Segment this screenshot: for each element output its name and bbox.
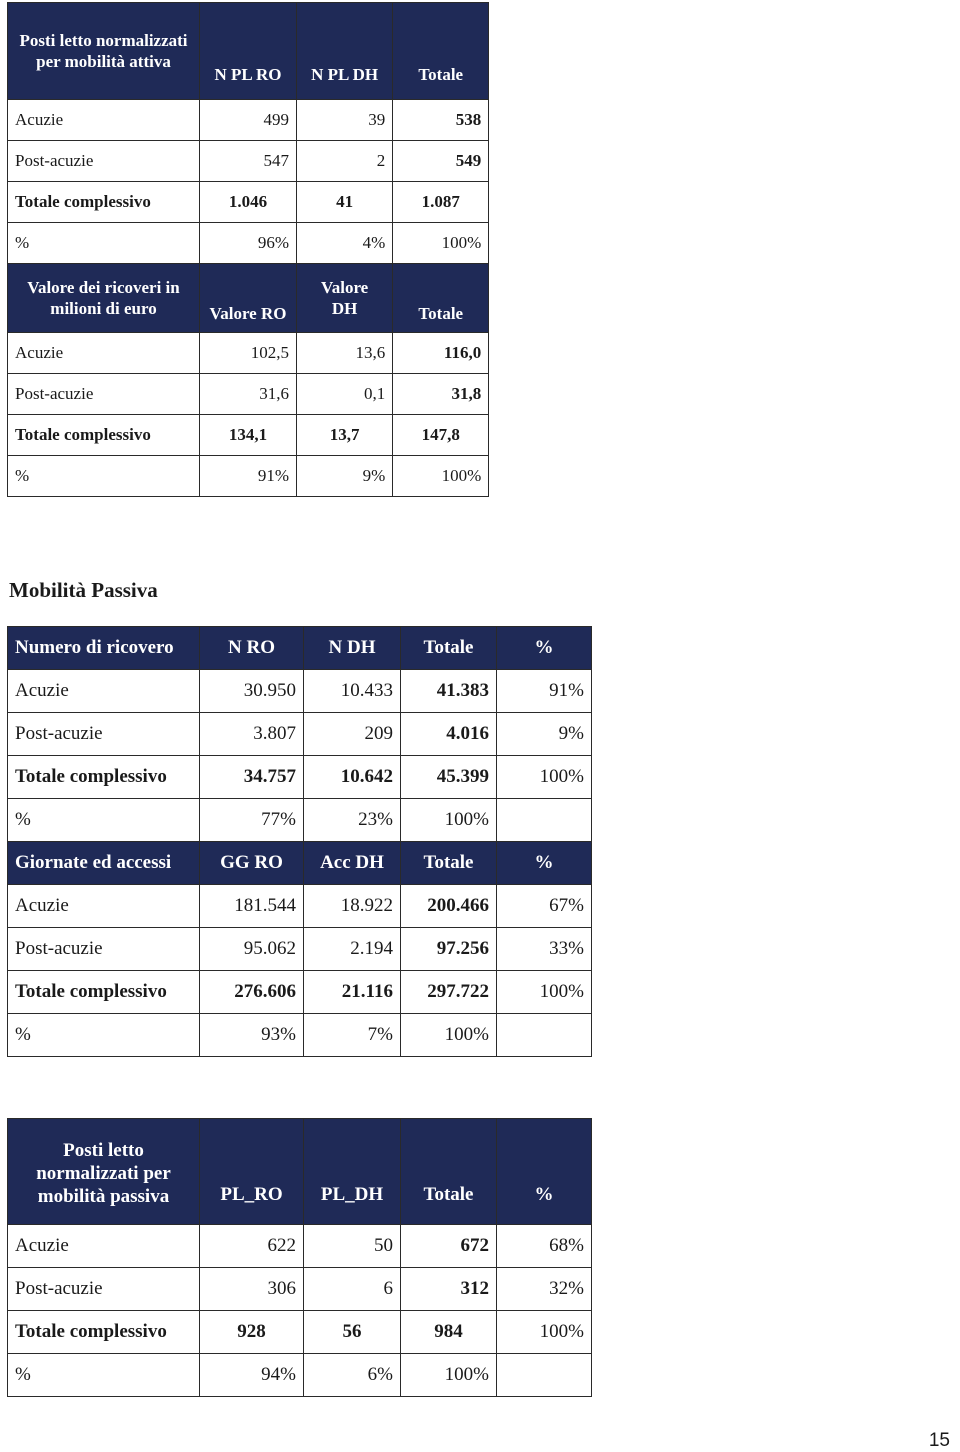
table-header-row [8, 842, 592, 885]
table-row [8, 1014, 592, 1057]
header-cell: PL_RO [200, 1119, 304, 1225]
table-row [8, 885, 592, 928]
cell: 34.757 [200, 756, 304, 799]
cell: 93% [200, 1014, 304, 1057]
cell: 100% [393, 223, 489, 264]
header-cell: Totale [401, 842, 497, 885]
cell: 3.807 [200, 713, 304, 756]
header-cell: N PL RO [200, 3, 297, 100]
cell: 100% [401, 799, 497, 842]
table-row [8, 1225, 592, 1268]
cell: 97.256 [401, 928, 497, 971]
row-label: Acuzie [8, 670, 200, 713]
cell: 100% [401, 1354, 497, 1397]
cell: 100% [497, 971, 592, 1014]
passive-mobility-table [7, 626, 592, 1057]
cell: 200.466 [401, 885, 497, 928]
cell: 94% [200, 1354, 304, 1397]
row-label: % [8, 456, 200, 497]
cell: 297.722 [401, 971, 497, 1014]
cell: 276.606 [200, 971, 304, 1014]
row-label: % [8, 1354, 200, 1397]
header-cell: Giornate ed accessi [8, 842, 200, 885]
table-header-row [8, 3, 489, 100]
cell: 499 [200, 100, 297, 141]
row-label: % [8, 1014, 200, 1057]
cell: 1.046 [200, 182, 297, 223]
table-header-row [8, 264, 489, 333]
header-cell: Valore DH [297, 264, 393, 333]
header-cell: Posti letto normalizzati per mobilità passiva [8, 1119, 200, 1225]
cell: 41 [297, 182, 393, 223]
table-row [8, 374, 489, 415]
table-row [8, 1354, 592, 1397]
cell: 77% [200, 799, 304, 842]
cell [497, 799, 592, 842]
cell: 6% [304, 1354, 401, 1397]
row-label: Acuzie [8, 885, 200, 928]
cell: 1.087 [393, 182, 489, 223]
table-row [8, 415, 489, 456]
cell: 622 [200, 1225, 304, 1268]
row-label: Post-acuzie [8, 374, 200, 415]
cell: 31,8 [393, 374, 489, 415]
cell [497, 1354, 592, 1397]
table-row [8, 1311, 592, 1354]
table-header-row [8, 627, 592, 670]
row-label: % [8, 799, 200, 842]
cell: 4% [297, 223, 393, 264]
table-row [8, 1268, 592, 1311]
cell: 95.062 [200, 928, 304, 971]
cell: 41.383 [401, 670, 497, 713]
cell: 147,8 [393, 415, 489, 456]
cell: 538 [393, 100, 489, 141]
table-row [8, 670, 592, 713]
row-label: Acuzie [8, 100, 200, 141]
table-row [8, 223, 489, 264]
row-label: Post-acuzie [8, 1268, 200, 1311]
cell: 672 [401, 1225, 497, 1268]
table-row [8, 182, 489, 223]
header-cell: N RO [200, 627, 304, 670]
header-cell: % [497, 842, 592, 885]
row-label: Totale complessivo [8, 1311, 200, 1354]
cell: 4.016 [401, 713, 497, 756]
cell: 100% [497, 1311, 592, 1354]
header-cell: Acc DH [304, 842, 401, 885]
header-cell: % [497, 627, 592, 670]
header-cell: N PL DH [297, 3, 393, 100]
cell: 91% [200, 456, 297, 497]
cell: 21.116 [304, 971, 401, 1014]
cell: 116,0 [393, 333, 489, 374]
cell: 45.399 [401, 756, 497, 799]
header-cell: Valore RO [200, 264, 297, 333]
cell: 91% [497, 670, 592, 713]
row-label: Totale complessivo [8, 971, 200, 1014]
cell: 56 [304, 1311, 401, 1354]
table-row [8, 100, 489, 141]
cell: 102,5 [200, 333, 297, 374]
cell: 547 [200, 141, 297, 182]
row-label: % [8, 223, 200, 264]
row-label: Totale complessivo [8, 756, 200, 799]
row-label: Post-acuzie [8, 713, 200, 756]
header-cell: % [497, 1119, 592, 1225]
table-header-row [8, 1119, 592, 1225]
section-title: Mobilità Passiva [9, 578, 158, 602]
cell: 549 [393, 141, 489, 182]
cell: 18.922 [304, 885, 401, 928]
table-row [8, 928, 592, 971]
cell: 30.950 [200, 670, 304, 713]
cell: 306 [200, 1268, 304, 1311]
row-label: Acuzie [8, 1225, 200, 1268]
header-cell: Numero di ricovero [8, 627, 200, 670]
cell: 67% [497, 885, 592, 928]
table-row [8, 333, 489, 374]
cell: 100% [401, 1014, 497, 1057]
cell: 13,6 [297, 333, 393, 374]
table-row [8, 141, 489, 182]
row-label: Totale complessivo [8, 182, 200, 223]
cell: 181.544 [200, 885, 304, 928]
row-label: Post-acuzie [8, 141, 200, 182]
cell: 7% [304, 1014, 401, 1057]
cell: 39 [297, 100, 393, 141]
table-row [8, 713, 592, 756]
cell: 9% [497, 713, 592, 756]
page-number: 15 [928, 1430, 950, 1451]
cell: 31,6 [200, 374, 297, 415]
table-row [8, 756, 592, 799]
header-cell: Totale [393, 3, 489, 100]
table-row [8, 799, 592, 842]
cell: 134,1 [200, 415, 297, 456]
cell: 100% [497, 756, 592, 799]
table-row [8, 456, 489, 497]
cell: 2 [297, 141, 393, 182]
header-cell: GG RO [200, 842, 304, 885]
cell: 2.194 [304, 928, 401, 971]
cell: 209 [304, 713, 401, 756]
cell: 312 [401, 1268, 497, 1311]
cell: 50 [304, 1225, 401, 1268]
cell: 10.642 [304, 756, 401, 799]
cell: 0,1 [297, 374, 393, 415]
cell: 9% [297, 456, 393, 497]
row-label: Post-acuzie [8, 928, 200, 971]
cell: 96% [200, 223, 297, 264]
cell: 100% [393, 456, 489, 497]
cell: 32% [497, 1268, 592, 1311]
cell: 984 [401, 1311, 497, 1354]
header-cell: Totale [401, 627, 497, 670]
cell: 33% [497, 928, 592, 971]
header-cell: Valore dei ricoveri in milioni di euro [8, 264, 200, 333]
cell: 23% [304, 799, 401, 842]
header-cell: N DH [304, 627, 401, 670]
header-cell: Totale [393, 264, 489, 333]
cell: 10.433 [304, 670, 401, 713]
passive-beds-table [7, 1118, 592, 1397]
cell: 928 [200, 1311, 304, 1354]
cell [497, 1014, 592, 1057]
active-mobility-table [7, 2, 489, 497]
row-label: Totale complessivo [8, 415, 200, 456]
header-cell: Posti letto normalizzati per mobilità attiva [8, 3, 200, 100]
header-cell: Totale [401, 1119, 497, 1225]
cell: 68% [497, 1225, 592, 1268]
cell: 13,7 [297, 415, 393, 456]
cell: 6 [304, 1268, 401, 1311]
header-cell: PL_DH [304, 1119, 401, 1225]
table-row [8, 971, 592, 1014]
row-label: Acuzie [8, 333, 200, 374]
